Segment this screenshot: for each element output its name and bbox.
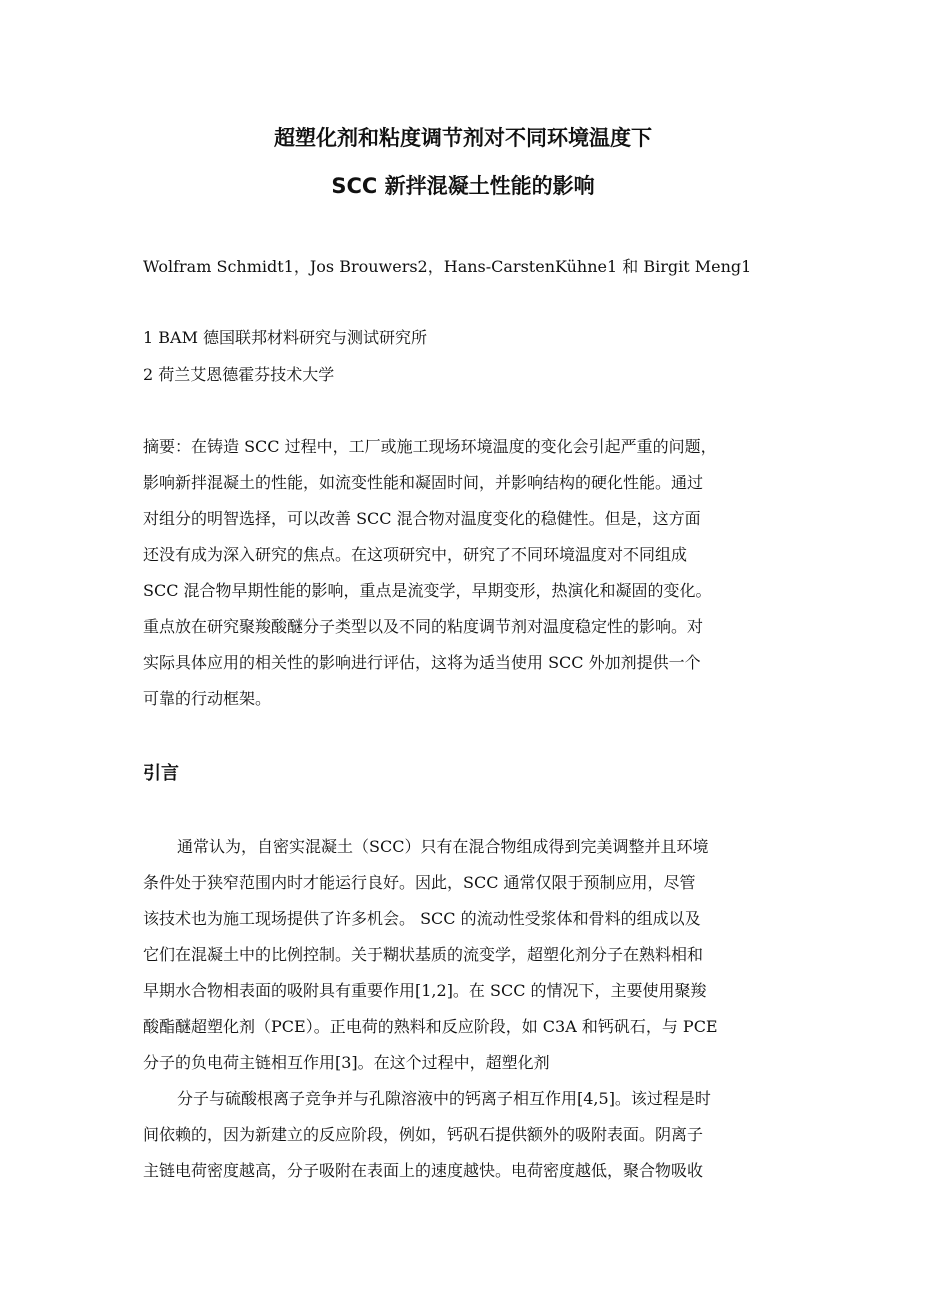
intro-line: 条件处于狭窄范围内时才能运行良好。因此，SCC 通常仅限于预制应用，尽管 [143,873,696,892]
abstract-line: SCC 混合物早期性能的影响，重点是流变学，早期变形，热演化和凝固的变化。 [143,581,712,600]
paper-title-line-1: 超塑化剂和粘度调节剂对不同环境温度下 [274,126,652,150]
abstract-line: 实际具体应用的相关性的影响进行评估，这将为适当使用 SCC 外加剂提供一个 [143,653,701,672]
abstract-line: 可靠的行动框架。 [143,689,272,708]
intro-line: 它们在混凝土中的比例控制。关于糊状基质的流变学，超塑化剂分子在熟料相和 [143,945,704,964]
affiliation-1: 1 BAM 德国联邦材料研究与测试研究所 [143,328,428,347]
abstract-line: 还没有成为深入研究的焦点。在这项研究中，研究了不同环境温度对不同组成 [143,545,688,564]
abstract-line: 重点放在研究聚羧酸醚分子类型以及不同的粘度调节剂对温度稳定性的影响。对 [143,617,704,636]
intro-line: 早期水合物相表面的吸附具有重要作用[1,2]。在 SCC 的情况下，主要使用聚羧 [143,981,707,1000]
abstract-line: 摘要：在铸造 SCC 过程中，工厂或施工现场环境温度的变化会引起严重的问题， [143,437,717,456]
intro-line: 通常认为，自密实混凝土（SCC）只有在混合物组成得到完美调整并且环境 [177,837,709,856]
author-list: Wolfram Schmidt1，Jos Brouwers2，Hans-CarstenKühne1 和 Birgit Meng1 [143,257,752,276]
paper-title-line-2: SCC 新拌混凝土性能的影响 [331,174,595,198]
intro-line: 该技术也为施工现场提供了许多机会。 SCC 的流动性受浆体和骨料的组成以及 [143,909,701,928]
intro-line: 间依赖的，因为新建立的反应阶段，例如，钙矾石提供额外的吸附表面。阴离子 [143,1125,704,1144]
intro-line: 酸酯醚超塑化剂（PCE）。正电荷的熟料和反应阶段，如 C3A 和钙矾石，与 PCE [143,1017,718,1036]
abstract-line: 对组分的明智选择，可以改善 SCC 混合物对温度变化的稳健性。但是，这方面 [143,509,701,528]
section-heading-introduction: 引言 [143,763,179,784]
intro-line: 分子与硫酸根离子竞争并与孔隙溶液中的钙离子相互作用[4,5]。该过程是时 [177,1089,711,1108]
intro-line: 主链电荷密度越高，分子吸附在表面上的速度越快。电荷密度越低，聚合物吸收 [143,1161,704,1180]
intro-line: 分子的负电荷主链相互作用[3]。在这个过程中，超塑化剂 [143,1053,550,1072]
abstract-line: 影响新拌混凝土的性能，如流变性能和凝固时间，并影响结构的硬化性能。通过 [143,473,704,492]
affiliation-2: 2 荷兰艾恩德霍芬技术大学 [143,365,335,384]
